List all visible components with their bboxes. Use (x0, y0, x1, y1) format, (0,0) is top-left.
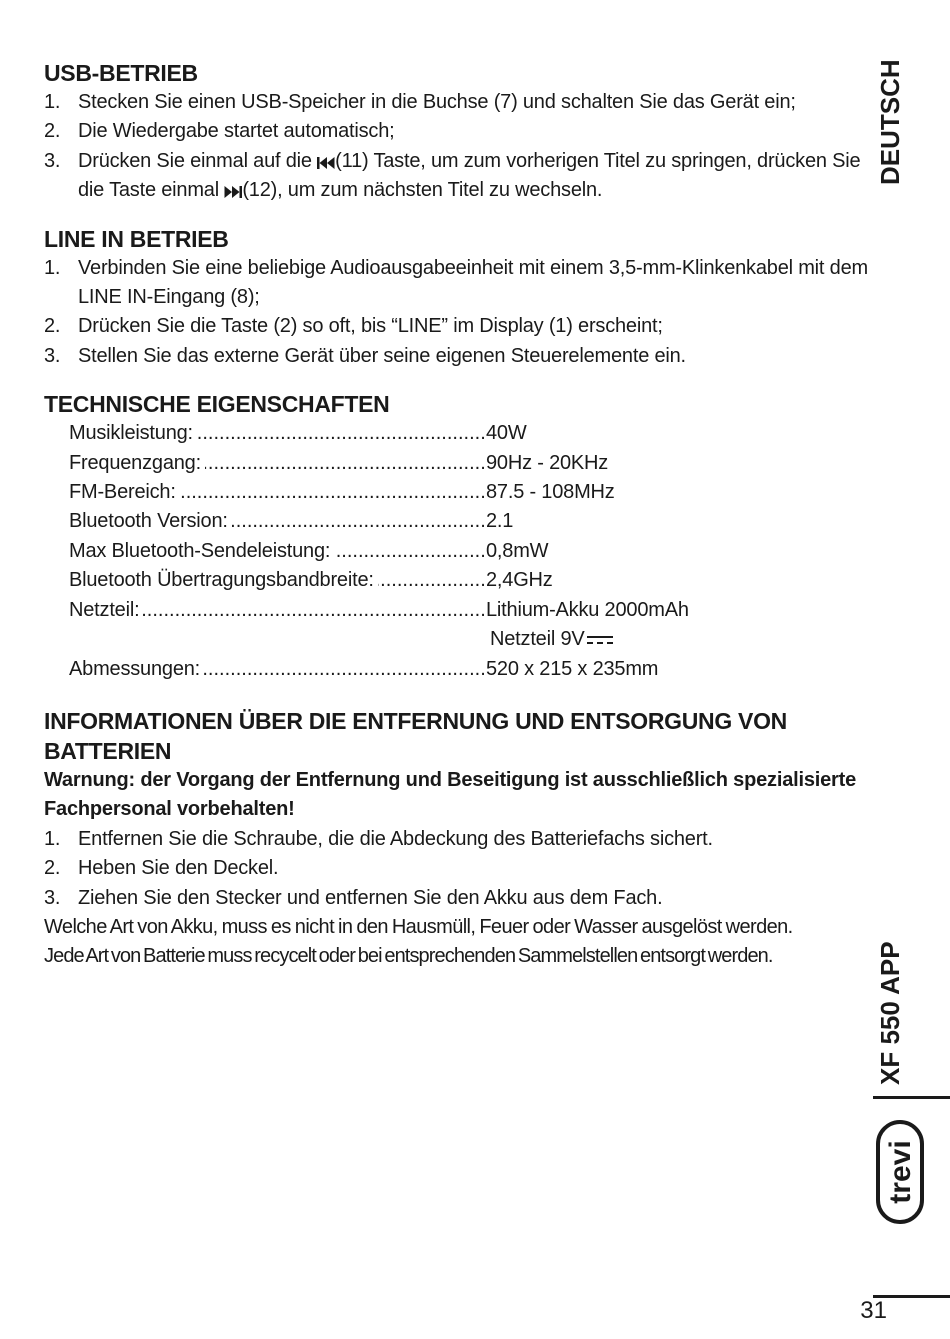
spec-label: Bluetooth Übertragungsbandbreite: (69, 569, 378, 591)
spec-row (69, 478, 874, 507)
usb-section-title: USB-BETRIEB (44, 60, 198, 86)
page-number: 31 (860, 1297, 887, 1324)
spec-value: 90Hz - 20KHz (486, 451, 609, 474)
warning-text: Warnung: der Vorgang der Entfernung und Beseitigung ist ausschließlich spezialisierte Fachpersonal vorbehalten! (44, 768, 857, 821)
spec-row (69, 537, 874, 566)
spec-label: Bluetooth Version: (69, 510, 232, 532)
spec-label: Musikleistung: (69, 422, 197, 444)
spec-value: 87.5 - 108MHz (486, 481, 615, 504)
spec-label: Max Bluetooth-Sendeleistung: (69, 540, 334, 562)
spec-label: FM-Bereich: (69, 481, 180, 503)
list-item: 3. Ziehen Sie den Stecker und entfernen Sie den Akku aus dem Fach. (44, 886, 663, 909)
list-item: 1. Entfernen Sie die Schraube, die die Abdeckung des Batteriefachs sichert. (44, 827, 713, 850)
battery-steps-list (44, 825, 874, 913)
spec-value: 2.1 (486, 510, 514, 533)
battery-paragraph: Jede Art von Batterie muss recycelt oder bei entsprechenden Sammelstellen entsorgt werden. (44, 945, 773, 968)
spec-row (69, 566, 874, 595)
next-track-icon (224, 185, 242, 199)
list-item: 2. Drücken Sie die Taste (2) so oft, bis “LINE” im Display (1) erscheint; (44, 315, 663, 338)
spec-row (69, 655, 874, 684)
specs-section-title: TECHNISCHE EIGENSCHAFTEN (44, 391, 390, 418)
model-label: XF 550 APP (875, 941, 905, 1085)
spec-row (69, 449, 874, 478)
spec-row (69, 419, 874, 448)
list-item: 3. Stellen Sie das externe Gerät über seine eigenen Steuerelemente ein. (44, 344, 686, 367)
list-item: 2. Heben Sie den Deckel. (44, 857, 279, 880)
specs-table (69, 419, 874, 684)
battery-section-title: INFORMATIONEN ÜBER DIE ENTFERNUNG UND ENTSORGUNG VON BATTERIEN (44, 707, 787, 764)
line-in-section-title: LINE IN BETRIEB (44, 225, 229, 252)
spec-value: 520 x 215 x 235mm (486, 657, 659, 680)
battery-paragraph: Welche Art von Akku, muss es nicht in den Hausmüll, Feuer oder Wasser ausgelöst werden. (44, 915, 793, 938)
spec-row (69, 596, 874, 625)
spec-label: Netzteil: (69, 599, 143, 621)
list-item: 2. Die Wiedergabe startet automatisch; (44, 120, 395, 143)
spec-value: 2,4GHz (486, 569, 553, 592)
spec-value: 40W (486, 422, 527, 445)
dc-current-symbol-icon (587, 635, 613, 645)
list-item: 1. Verbinden Sie eine beliebige Audioausgabeeinheit mit einem 3,5-mm-Klinkenkabel mit dem LINE IN-Eingang (8); (44, 256, 868, 309)
svg-text:trevi: trevi (884, 1140, 917, 1204)
list-item: 1. Stecken Sie einen USB-Speicher in die Buchse (7) und schalten Sie das Gerät ein; (44, 91, 796, 113)
spec-label: Frequenzgang: (69, 452, 205, 474)
spec-row (69, 625, 874, 654)
spec-row (69, 507, 874, 536)
trevi-logo (876, 1120, 924, 1224)
previous-track-icon (317, 156, 335, 170)
divider (873, 1096, 950, 1099)
spec-value: Netzteil 9V (490, 628, 585, 651)
document-body (44, 58, 874, 972)
usb-steps-list (44, 88, 874, 206)
spec-label: Abmessungen: (69, 658, 204, 680)
spec-value: Lithium-Akku 2000mAh (486, 598, 689, 621)
line-in-steps-list (44, 254, 874, 372)
spec-value: 0,8mW (486, 539, 549, 562)
language-label: DEUTSCH (875, 59, 905, 185)
list-item: 3. Drücken Sie einmal auf die (11) Taste, um zum vorherigen Titel zu springen, drücken Sie die Taste einmal (12), um zum nächsten Titel zu wechseln. (44, 149, 861, 202)
